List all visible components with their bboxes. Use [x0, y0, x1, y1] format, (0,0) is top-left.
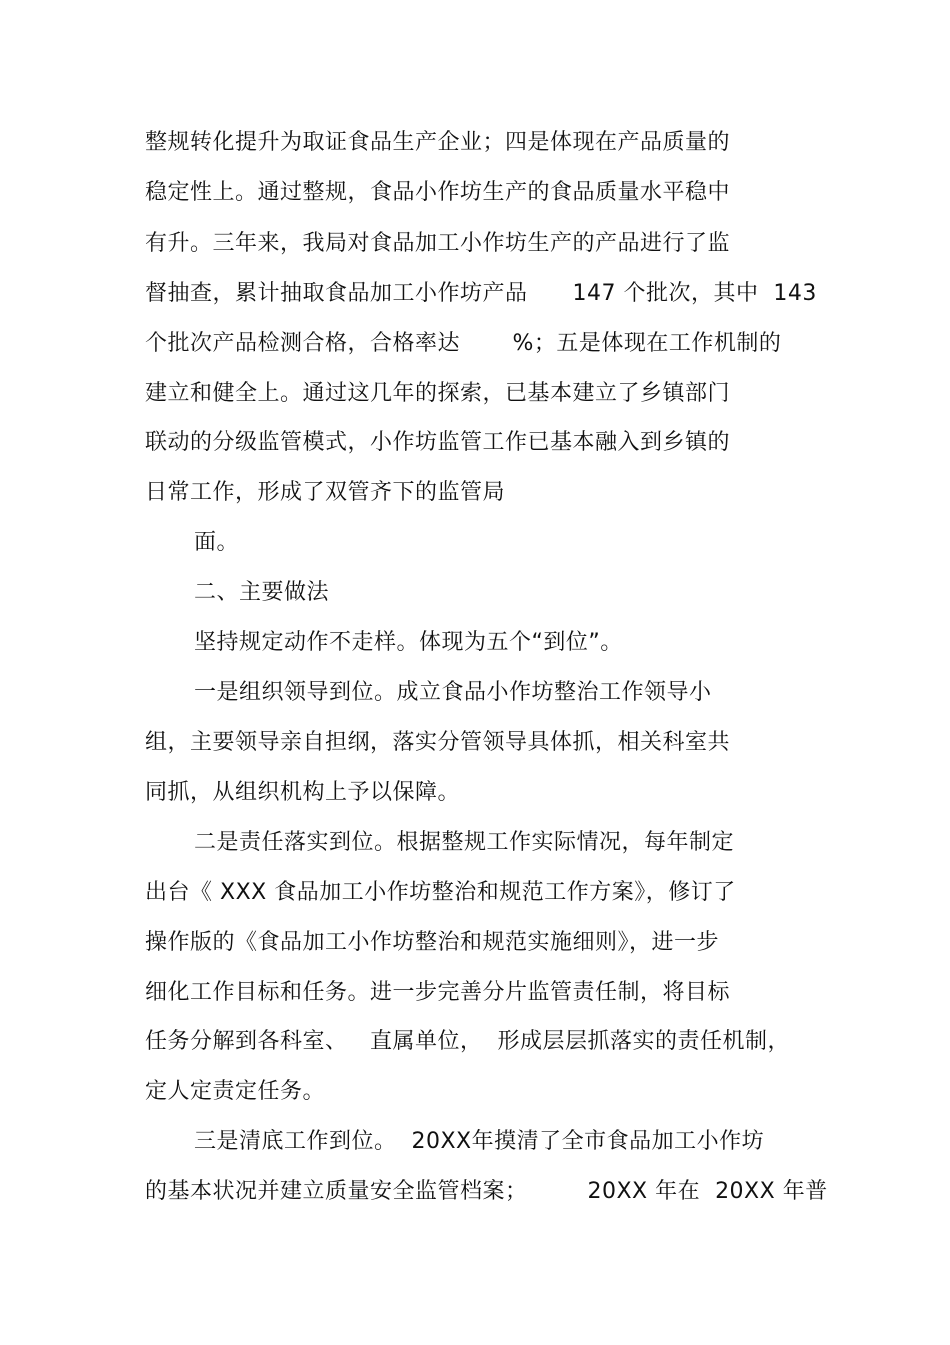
text-line-13: 组，主要领导亲自担纲，落实分管领导具体抓，相关科室共	[145, 730, 731, 755]
text-line-3: 有升。三年来，我局对食品加工小作坊生产的产品进行了监	[145, 231, 731, 256]
text-line-20: 定人定责定任务。	[145, 1079, 326, 1104]
text-line-12: 一是组织领导到位。成立食品小作坊整治工作领导小	[194, 680, 712, 705]
section-heading: 二、主要做法	[194, 580, 330, 605]
text-line-14: 同抓，从组织机构上予以保障。	[145, 780, 461, 805]
text-line-16: 出台《 XXX 食品加工小作坊整治和规范工作方案》，修订了	[145, 880, 736, 905]
text-line-22: 的基本状况并建立质量安全监管档案； 20XX 年在 20XX 年普	[145, 1179, 828, 1204]
text-line-2: 稳定性上。通过整规，食品小作坊生产的食品质量水平稳中	[145, 180, 731, 205]
text-line-1: 整规转化提升为取证食品生产企业；四是体现在产品质量的	[145, 130, 731, 155]
text-line-21: 三是清底工作到位。 20XX年摸清了全市食品加工小作坊	[194, 1129, 765, 1154]
text-line-8: 日常工作，形成了双管齐下的监管局	[145, 480, 506, 505]
text-line-6: 建立和健全上。通过这几年的探索，已基本建立了乡镇部门	[145, 381, 731, 406]
text-line-19: 任务分解到各科室、 直属单位， 形成层层抓落实的责任机制，	[145, 1029, 790, 1054]
text-line-18: 细化工作目标和任务。进一步完善分片监管责任制，将目标	[145, 980, 731, 1005]
text-line-11: 坚持规定动作不走样。体现为五个“到位”。	[194, 630, 623, 655]
text-line-5: 个批次产品检测合格，合格率达 %；五是体现在工作机制的	[145, 331, 782, 356]
text-line-7: 联动的分级监管模式，小作坊监管工作已基本融入到乡镇的	[145, 430, 731, 455]
text-line-15: 二是责任落实到位。根据整规工作实际情况，每年制定	[194, 830, 735, 855]
text-line-9: 面。	[194, 530, 240, 555]
text-line-4: 督抽查，累计抽取食品加工小作坊产品 147 个批次，其中 143	[145, 281, 817, 306]
text-line-17: 操作版的《食品加工小作坊整治和规范实施细则》，进一步	[145, 930, 720, 955]
